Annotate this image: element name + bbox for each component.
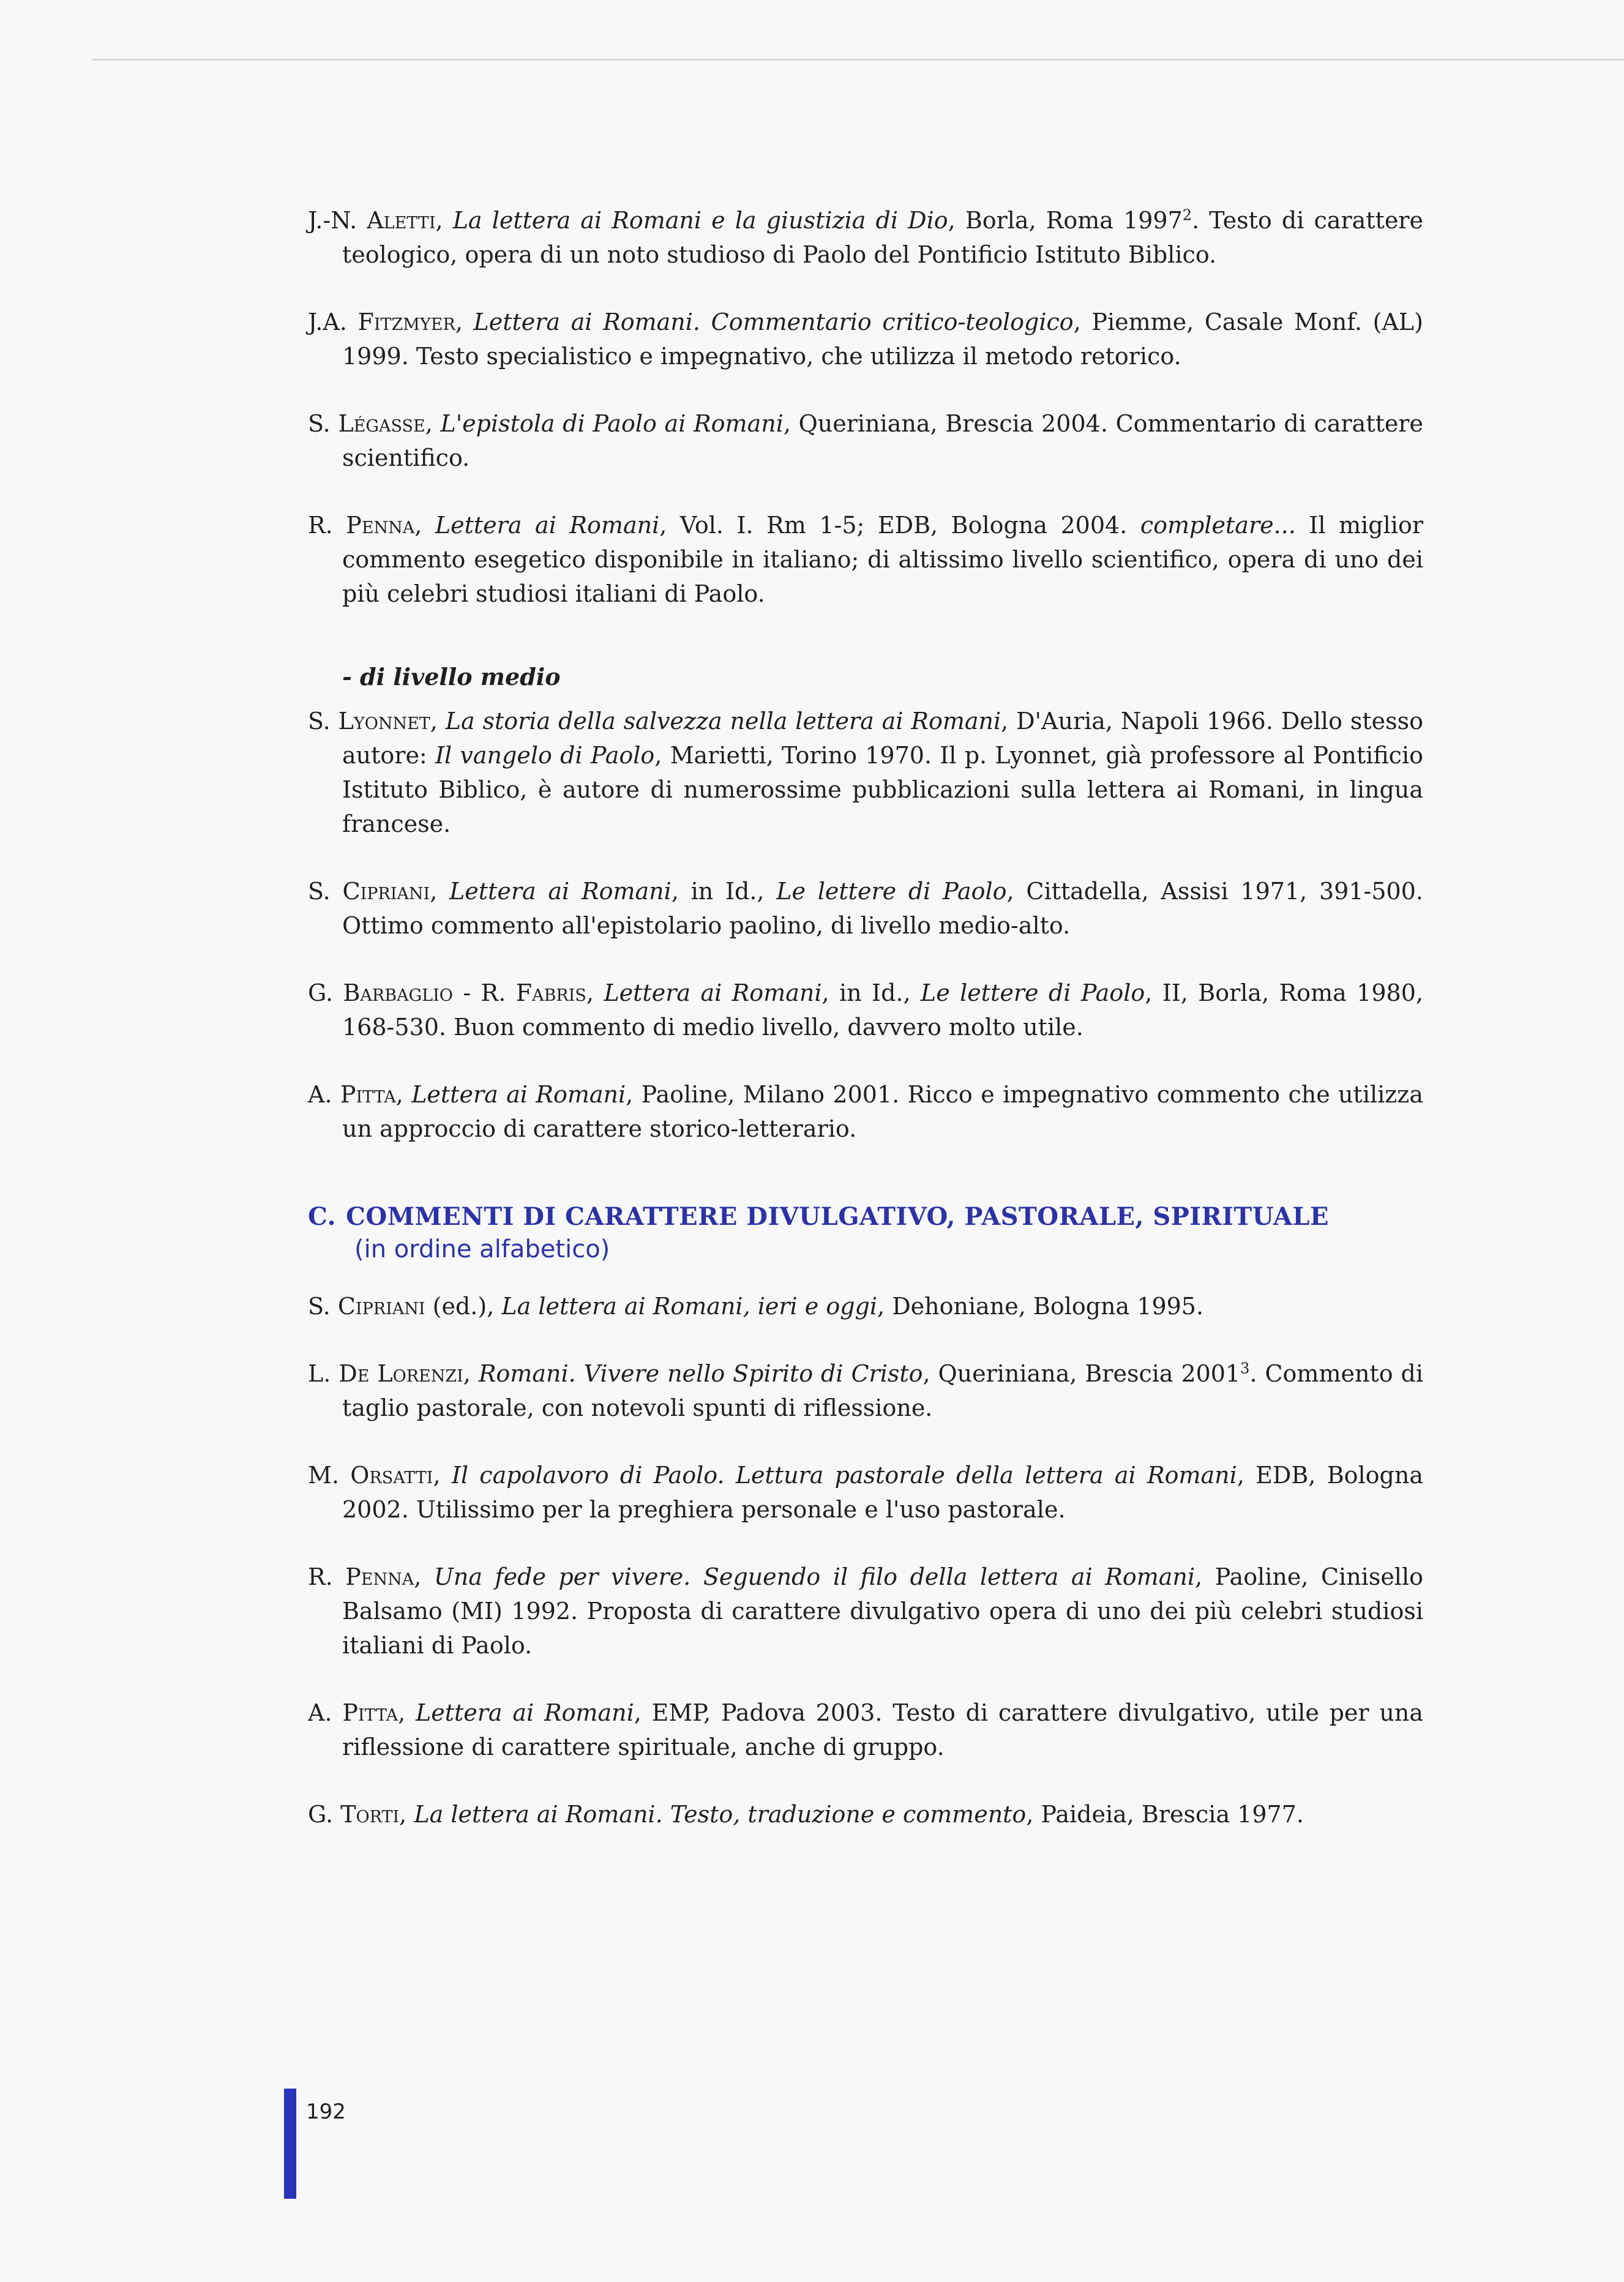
entry-title-secondary: completare... bbox=[1140, 512, 1296, 539]
bibliography-entry: A. Pitta, Lettera ai Romani, Paoline, Milano 2001. Ricco e impegnativo commento che utilizza un approccio di carattere storico-letterario. bbox=[308, 1081, 1423, 1142]
bibliography-entry: R. Penna, Lettera ai Romani, Vol. I. Rm 1-5; EDB, Bologna 2004. completare... Il miglior commento esegetico disponibile in italiano; di altissimo livello scientifico, opera di uno dei più celebri studiosi italiani di Paolo. bbox=[308, 512, 1423, 607]
entry-publisher: Queriniana, Brescia 2001 bbox=[938, 1360, 1241, 1387]
entry-author: S. Lyonnet bbox=[308, 708, 430, 735]
bibliography-entry: G. Barbaglio - R. Fabris, Lettera ai Romani, in Id., Le lettere di Paolo, II, Borla, Roma 1980, 168-530. Buon commento di medio livello, davvero molto utile. bbox=[308, 979, 1423, 1041]
entry-title: Lettera ai Romani bbox=[604, 979, 822, 1006]
bibliography-entry: J.-N. Aletti, La lettera ai Romani e la giustizia di Dio, Borla, Roma 1997$^2$. Testo di carattere teologico, opera di un noto studioso di Paolo del Pontificio Istituto Biblico. bbox=[308, 206, 1423, 268]
section-heading bbox=[308, 1200, 1423, 1265]
entry-publisher: Vol. I. Rm 1-5; EDB, Bologna 2004. bbox=[679, 512, 1128, 539]
entry-author: A. Pitta bbox=[308, 1081, 396, 1108]
entry-publisher: EDB, Bologna 2002 bbox=[342, 1462, 1423, 1523]
section-subtitle: (in ordine alfabetico) bbox=[354, 1235, 610, 1263]
bibliography-entry: L. De Lorenzi, Romani. Vivere nello Spirito di Cristo, Queriniana, Brescia 2001$^3$. Commento di taglio pastorale, con notevoli spunti di riflessione. bbox=[308, 1360, 1423, 1421]
entry-note: . Proposta di carattere divulgativo opera di uno dei più celebri studiosi italiani di Paolo. bbox=[342, 1598, 1423, 1659]
entry-author: M. Orsatti bbox=[308, 1462, 433, 1489]
entry-note: . Commentario di carattere scientifico. bbox=[342, 410, 1423, 471]
entry-note: . Testo di carattere divulgativo, utile per una riflessione di carattere spirituale, anche di gruppo. bbox=[342, 1699, 1423, 1760]
entry-title: L'epistola di Paolo ai Romani bbox=[440, 410, 784, 437]
edition-superscript: 3 bbox=[1240, 1360, 1250, 1377]
entry-author: A. Pitta bbox=[308, 1699, 399, 1726]
entry-publisher: EMP, Padova 2003 bbox=[651, 1699, 875, 1726]
page-marker-bar bbox=[284, 2089, 296, 2199]
entry-note: , Cittadella, Assisi 1971, 391-500. Ottimo commento all'epistolario paolino, di livello medio-alto. bbox=[342, 878, 1423, 939]
entry-title: La lettera ai Romani. Testo, traduzione e commento bbox=[414, 1801, 1027, 1828]
entry-note: , II, Borla, Roma 1980, 168-530. Buon commento di medio livello, davvero molto utile. bbox=[342, 979, 1423, 1041]
entry-title-secondary: Le lettere di Paolo bbox=[921, 979, 1145, 1006]
bibliography-entry: A. Pitta, Lettera ai Romani, EMP, Padova 2003. Testo di carattere divulgativo, utile per una riflessione di carattere spirituale, anche di gruppo. bbox=[308, 1699, 1423, 1760]
edition-superscript: 2 bbox=[1182, 206, 1192, 224]
entry-title: La storia della salvezza nella lettera ai Romani bbox=[445, 708, 1001, 735]
page-number: 192 bbox=[306, 2100, 346, 2124]
entry-author: G. Torti bbox=[308, 1801, 400, 1828]
entry-note: . Testo specialistico e impegnativo, che utilizza il metodo retorico. bbox=[401, 343, 1181, 370]
bibliography-content bbox=[308, 203, 1423, 1865]
entry-author: R. Penna bbox=[308, 1563, 414, 1590]
entry-note: Il miglior commento esegetico disponibile in italiano; di altissimo livello scientifico, opera di uno dei più celebri studiosi italiani di Paolo. bbox=[342, 512, 1423, 607]
bibliography-entry: S. Lyonnet, La storia della salvezza nella lettera ai Romani, D'Auria, Napoli 1966. Dello stesso autore: Il vangelo di Paolo, Marietti, Torino 1970. Il p. Lyonnet, già professore al Pontificio Istituto Biblico, è autore di numerossime pubblicazioni sulla lettera ai Romani, in lingua francese. bbox=[308, 708, 1423, 837]
entry-title: Una fede per vivere. Seguendo il filo della lettera ai Romani bbox=[433, 1563, 1196, 1590]
entry-publisher: Queriniana, Brescia 2004 bbox=[798, 410, 1101, 437]
entry-publisher: Piemme, Casale Monf. (AL) 1999 bbox=[342, 309, 1423, 370]
subheading-medium-level: - di livello medio bbox=[342, 663, 561, 690]
entry-publisher: Borla, Roma 1997 bbox=[965, 207, 1183, 234]
entry-note: . Ricco e impegnativo commento che utilizza un approccio di carattere storico-letterario. bbox=[342, 1081, 1423, 1142]
entries-bottom bbox=[308, 1289, 1423, 1831]
entry-author: L. De Lorenzi bbox=[308, 1360, 463, 1387]
entry-note: , Marietti, Torino 1970. Il p. Lyonnet, già professore al Pontificio Istituto Biblico, è autore di numerossime pubblicazioni sulla lettera ai Romani, in lingua francese. bbox=[342, 742, 1423, 837]
bibliography-entry: J.A. Fitzmyer, Lettera ai Romani. Commentario critico-teologico, Piemme, Casale Monf. (AL) 1999. Testo specialistico e impegnativo, che utilizza il metodo retorico. bbox=[308, 309, 1423, 370]
top-rule bbox=[92, 59, 1624, 61]
entry-title: La lettera ai Romani, ieri e oggi bbox=[501, 1293, 878, 1320]
bibliography-entry: R. Penna, Una fede per vivere. Seguendo il filo della lettera ai Romani, Paoline, Cinisello Balsamo (MI) 1992. Proposta di carattere divulgativo opera di uno dei più celebri studiosi italiani di Paolo. bbox=[308, 1563, 1423, 1659]
entry-author: J.-N. Aletti bbox=[308, 207, 436, 234]
entry-title-secondary: Le lettere di Paolo bbox=[776, 878, 1007, 905]
entry-note: . Testo di carattere teologico, opera di un noto studioso di Paolo del Pontificio Istituto Biblico. bbox=[342, 207, 1423, 268]
entry-title-secondary: Il vangelo di Paolo bbox=[435, 742, 655, 769]
bibliography-entry bbox=[308, 1289, 1423, 1323]
entry-author: R. Penna bbox=[308, 512, 415, 539]
entry-title: Lettera ai Romani bbox=[415, 1699, 634, 1726]
entry-publisher: D'Auria, Napoli 1966. Dello stesso autore: bbox=[342, 708, 1423, 769]
entry-note: , Dehoniane, Bologna 1995. bbox=[877, 1293, 1204, 1320]
entry-author: G. Barbaglio - R. Fabris bbox=[308, 979, 586, 1006]
entry-publisher: in Id., bbox=[839, 979, 911, 1006]
section-title: COMMENTI DI CARATTERE DIVULGATIVO, PASTORALE, SPIRITUALE bbox=[346, 1202, 1330, 1231]
entry-title: Lettera ai Romani bbox=[449, 878, 672, 905]
bibliography-entry: S. Légasse, L'epistola di Paolo ai Romani, Queriniana, Brescia 2004. Commentario di carattere scientifico. bbox=[308, 410, 1423, 471]
section-letter: C. bbox=[308, 1202, 337, 1231]
entry-title: Lettera ai Romani bbox=[411, 1081, 626, 1108]
entry-note: . Utilissimo per la preghiera personale e l'uso pastorale. bbox=[401, 1496, 1066, 1523]
entry-note: . Commento di taglio pastorale, con notevoli spunti di riflessione. bbox=[342, 1360, 1423, 1421]
bibliography-entry: S. Cipriani, Lettera ai Romani, in Id., Le lettere di Paolo, Cittadella, Assisi 1971, 391-500. Ottimo commento all'epistolario paolino, di livello medio-alto. bbox=[308, 878, 1423, 939]
bibliography-entry: G. Torti, La lettera ai Romani. Testo, traduzione e commento, Paideia, Brescia 1977. bbox=[308, 1801, 1304, 1828]
entry-title: Lettera ai Romani bbox=[435, 512, 660, 539]
entry-author: S. Légasse bbox=[308, 410, 425, 437]
entry-publisher: (ed.), bbox=[432, 1293, 495, 1320]
entry-title: Lettera ai Romani. Commentario critico-teologico bbox=[473, 309, 1074, 335]
entry-author: S. Cipriani bbox=[308, 1293, 425, 1320]
entry-author: S. Cipriani bbox=[308, 878, 430, 905]
entries-top bbox=[308, 203, 1423, 611]
entry-title: Il capolavoro di Paolo. Lettura pastorale della lettera ai Romani bbox=[451, 1462, 1237, 1489]
bibliography-entry: M. Orsatti, Il capolavoro di Paolo. Lettura pastorale della lettera ai Romani, EDB, Bologna 2002. Utilissimo per la preghiera personale e l'uso pastorale. bbox=[308, 1462, 1423, 1523]
entry-title: La lettera ai Romani e la giustizia di Dio bbox=[452, 207, 948, 234]
entry-publisher: Paoline, Milano 2001 bbox=[641, 1081, 892, 1108]
entry-publisher: Paoline, Cinisello Balsamo (MI) 1992 bbox=[342, 1563, 1423, 1625]
entry-title: Romani. Vivere nello Spirito di Cristo bbox=[478, 1360, 923, 1387]
entry-publisher: in Id., bbox=[690, 878, 765, 905]
entry-publisher: Paideia, Brescia 1977 bbox=[1041, 1801, 1297, 1828]
entry-author: J.A. Fitzmyer bbox=[308, 309, 455, 335]
entry-note: . bbox=[1296, 1801, 1304, 1828]
entries-mid bbox=[308, 704, 1423, 1146]
